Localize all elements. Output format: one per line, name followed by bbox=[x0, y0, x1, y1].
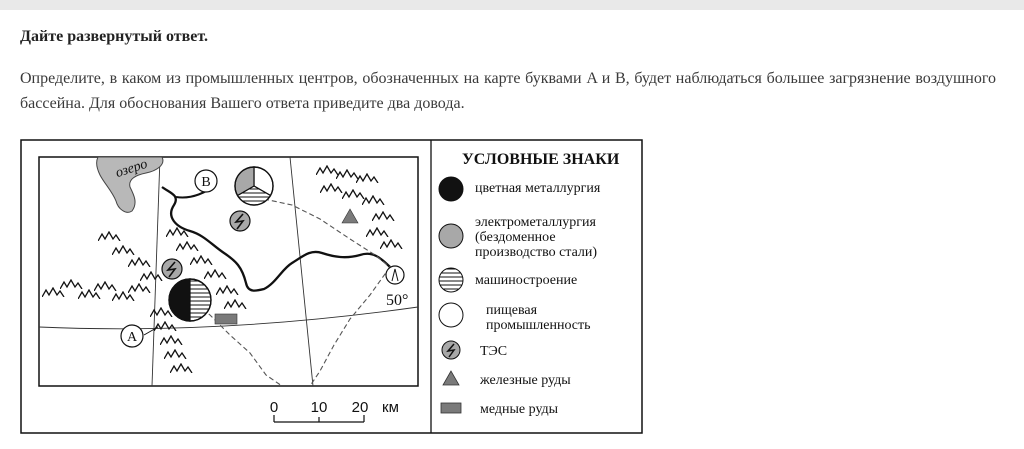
power-plant-icon bbox=[162, 259, 182, 279]
scale-unit: км bbox=[382, 399, 399, 416]
white-circle-icon bbox=[439, 303, 463, 327]
food-industry-point bbox=[386, 266, 404, 284]
legend-title: УСЛОВНЫЕ ЗНАКИ bbox=[462, 151, 620, 168]
power-plant-icon bbox=[442, 341, 460, 359]
task-question: Определите, в каком из промышленных центров, обозначенных на карте буквами A и B, будет наблюдаться большее загрязнение воздушного бассейна. Для обоснования Вашего ответа приведите два довода. bbox=[20, 70, 996, 112]
legend-label-electrometallurgy-1: электрометаллургия bbox=[475, 215, 596, 230]
lake-label: озеро bbox=[113, 156, 150, 182]
copper-ore-deposit bbox=[215, 314, 237, 324]
latitude-label: 50° bbox=[386, 292, 409, 309]
striped-circle-icon bbox=[439, 268, 463, 292]
scale-tick-10: 10 bbox=[310, 399, 328, 416]
center-a-label: A bbox=[126, 330, 138, 345]
legend-label-food-2: промышленность bbox=[486, 318, 591, 333]
legend-label-electrometallurgy-3: производство стали) bbox=[475, 245, 598, 260]
black-circle-icon bbox=[439, 177, 463, 201]
gray-circle-icon bbox=[439, 224, 463, 248]
center-b-label: B bbox=[201, 175, 211, 190]
legend-label-iron-ore: железные руды bbox=[480, 373, 571, 388]
legend-label-electrometallurgy-2: (бездоменное bbox=[475, 230, 556, 245]
scale-tick-0: 0 bbox=[269, 399, 279, 416]
legend-label-copper-ore: медные руды bbox=[480, 402, 559, 417]
industrial-center-b bbox=[235, 167, 273, 205]
top-bar bbox=[0, 0, 1024, 10]
power-plant-icon bbox=[230, 211, 250, 231]
legend-label-machine-building: машиностроение bbox=[475, 273, 578, 288]
legend-label-food-1: пищевая bbox=[486, 303, 538, 318]
industrial-center-a bbox=[169, 279, 211, 321]
legend-label-tpp: ТЭС bbox=[480, 344, 508, 359]
map bbox=[39, 157, 418, 386]
legend-label-nonferrous: цветная металлургия bbox=[475, 181, 601, 196]
scale-tick-20: 20 bbox=[351, 399, 369, 416]
task-heading: Дайте развернутый ответ. bbox=[20, 28, 208, 45]
map-frame bbox=[39, 157, 418, 386]
map-figure bbox=[20, 139, 644, 435]
rectangle-icon bbox=[441, 403, 461, 413]
